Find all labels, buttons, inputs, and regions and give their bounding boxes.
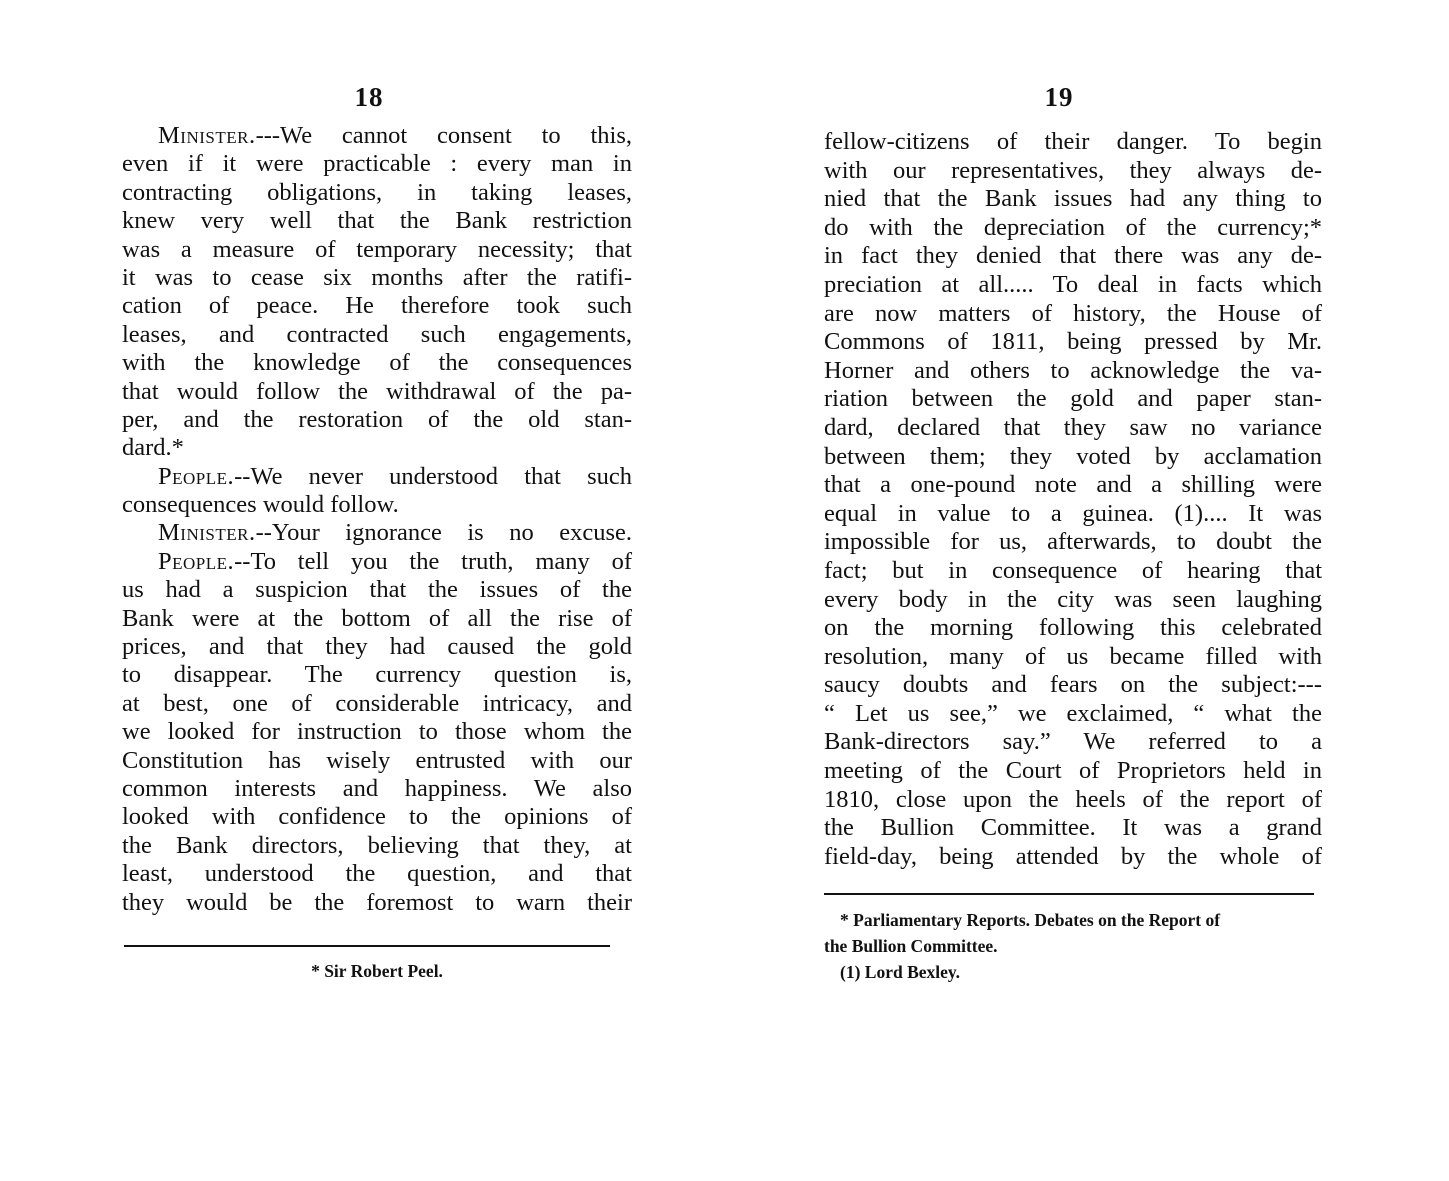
footnote: the Bullion Committee.: [824, 936, 998, 956]
text-line: [122, 378, 632, 406]
line-text: riation between the gold and paper stan-: [824, 385, 1322, 413]
line-text: fact; but in consequence of hearing that: [824, 556, 1322, 584]
line-text: on the morning following this celebrated: [824, 614, 1322, 642]
text-line: [824, 700, 1322, 729]
footnote-rule: [124, 945, 610, 947]
line-text: it was to cease six months after the ratifi-: [122, 263, 632, 291]
line-text: --Your ignorance is no excuse.: [255, 519, 632, 547]
text-line: [122, 690, 632, 718]
line-text: the Bank directors, believing that they, at: [122, 831, 632, 859]
text-line: [122, 519, 632, 547]
line-text: knew very well that the Bank restriction: [122, 207, 632, 235]
line-text: consequences would follow.: [122, 491, 399, 519]
footnote: (1) Lord Bexley.: [840, 962, 961, 982]
page-body-text: [824, 128, 1322, 871]
line-text: meeting of the Court of Proprietors held in: [824, 757, 1322, 785]
text-line: [824, 643, 1322, 672]
text-line: [824, 728, 1322, 757]
line-text: we looked for instruction to those whom the: [122, 718, 632, 746]
text-line: [824, 786, 1322, 815]
text-line: [122, 264, 632, 292]
speaker-name: People.: [158, 547, 235, 575]
text-line: [824, 185, 1322, 214]
text-line: [122, 832, 632, 860]
line-text: even if it were practicable : every man in: [122, 150, 632, 178]
text-line: [122, 718, 632, 746]
line-text: between them; they voted by acclamation: [824, 442, 1322, 470]
line-text: preciation at all..... To deal in facts which: [824, 270, 1322, 298]
text-line: [122, 860, 632, 888]
text-line: [122, 207, 632, 235]
line-text: with our representatives, they always de-: [824, 156, 1322, 184]
text-line: [122, 292, 632, 320]
line-text: that a one-pound note and a shilling were: [824, 471, 1322, 499]
line-text: contracting obligations, in taking leases,: [122, 178, 632, 206]
line-text: 1810, close upon the heels of the report of: [824, 785, 1322, 813]
line-text: the Bullion Committee. It was a grand: [824, 814, 1322, 842]
text-line: [824, 614, 1322, 643]
line-text: nied that the Bank issues had any thing to: [824, 185, 1322, 213]
text-line: [122, 775, 632, 803]
text-line: [824, 528, 1322, 557]
text-line: [122, 122, 632, 150]
text-line: [824, 385, 1322, 414]
text-line: [122, 406, 632, 434]
text-line: [122, 179, 632, 207]
page-number: 19: [1044, 82, 1074, 112]
line-text: prices, and that they had caused the gold: [122, 633, 632, 661]
line-text: are now matters of history, the House of: [824, 299, 1322, 327]
text-line: [122, 236, 632, 264]
line-text: field-day, being attended by the whole of: [824, 842, 1322, 870]
line-text: with the knowledge of the consequences: [122, 349, 632, 377]
text-line: [824, 128, 1322, 157]
speaker-name: Minister.: [158, 519, 256, 547]
footnote: * Parliamentary Reports. Debates on the Report of: [840, 910, 1221, 930]
speaker-name: People.: [158, 462, 235, 490]
text-line: [122, 349, 632, 377]
line-text: looked with confidence to the opinions of: [122, 803, 632, 831]
line-text: dard, declared that they saw no variance: [824, 413, 1322, 441]
line-text: least, understood the question, and that: [122, 860, 632, 888]
text-line: [122, 633, 632, 661]
line-text: they would be the foremost to warn their: [122, 888, 632, 916]
text-line: [824, 586, 1322, 615]
line-text: equal in value to a guinea. (1).... It was: [824, 499, 1322, 527]
text-line: [824, 271, 1322, 300]
text-line: [122, 463, 632, 491]
line-text: us had a suspicion that the issues of the: [122, 576, 632, 604]
line-text: leases, and contracted such engagements,: [122, 320, 632, 348]
line-text: was a measure of temporary necessity; that: [122, 235, 632, 263]
footnotes: [122, 958, 632, 984]
text-line: [122, 605, 632, 633]
line-text: Constitution has wisely entrusted with our: [122, 746, 632, 774]
text-line: [824, 414, 1322, 443]
text-line: [824, 214, 1322, 243]
text-line: [824, 157, 1322, 186]
text-line: [824, 328, 1322, 357]
text-line: [122, 889, 632, 917]
text-line: [122, 491, 632, 519]
text-line: [824, 443, 1322, 472]
line-text: that would follow the withdrawal of the pa-: [122, 377, 632, 405]
line-text: --To tell you the truth, many of: [234, 547, 632, 575]
line-text: saucy doubts and fears on the subject:---: [824, 671, 1322, 699]
text-line: [122, 803, 632, 831]
text-line: [122, 576, 632, 604]
text-line: [824, 500, 1322, 529]
line-text: do with the depreciation of the currency;*: [824, 213, 1322, 241]
text-line: [824, 814, 1322, 843]
text-line: [122, 321, 632, 349]
text-line: [122, 747, 632, 775]
text-line: [122, 661, 632, 689]
text-line: [122, 150, 632, 178]
line-text: ---We cannot consent to this,: [255, 122, 632, 149]
line-text: dard.*: [122, 434, 184, 462]
page-number: 18: [354, 82, 384, 112]
line-text: fellow-citizens of their danger. To begin: [824, 128, 1322, 155]
line-text: Bank-directors say.” We referred to a: [824, 728, 1322, 756]
text-line: [824, 300, 1322, 329]
line-text: to disappear. The currency question is,: [122, 661, 632, 689]
line-text: per, and the restoration of the old stan-: [122, 405, 632, 433]
footnote: * Sir Robert Peel.: [311, 961, 443, 981]
line-text: Commons of 1811, being pressed by Mr.: [824, 328, 1322, 356]
line-text: resolution, many of us became filled with: [824, 642, 1322, 670]
line-text: impossible for us, afterwards, to doubt the: [824, 528, 1322, 556]
line-text: “ Let us see,” we exclaimed, “ what the: [824, 699, 1322, 727]
line-text: every body in the city was seen laughing: [824, 585, 1322, 613]
line-text: in fact they denied that there was any de-: [824, 242, 1322, 270]
line-text: at best, one of considerable intricacy, and: [122, 689, 632, 717]
text-line: [122, 434, 632, 462]
line-text: --We never understood that such: [234, 462, 632, 490]
text-line: [824, 242, 1322, 271]
text-line: [824, 557, 1322, 586]
speaker-name: Minister.: [158, 122, 256, 149]
text-line: [824, 671, 1322, 700]
text-line: [824, 757, 1322, 786]
text-line: [824, 471, 1322, 500]
footnotes: [824, 907, 1322, 985]
line-text: Horner and others to acknowledge the va-: [824, 356, 1322, 384]
text-line: [122, 548, 632, 576]
line-text: Bank were at the bottom of all the rise of: [122, 604, 632, 632]
line-text: common interests and happiness. We also: [122, 774, 632, 802]
page-body-text: [122, 122, 632, 917]
footnote-rule: [824, 893, 1314, 895]
text-line: [824, 843, 1322, 872]
text-line: [824, 357, 1322, 386]
line-text: cation of peace. He therefore took such: [122, 292, 632, 320]
